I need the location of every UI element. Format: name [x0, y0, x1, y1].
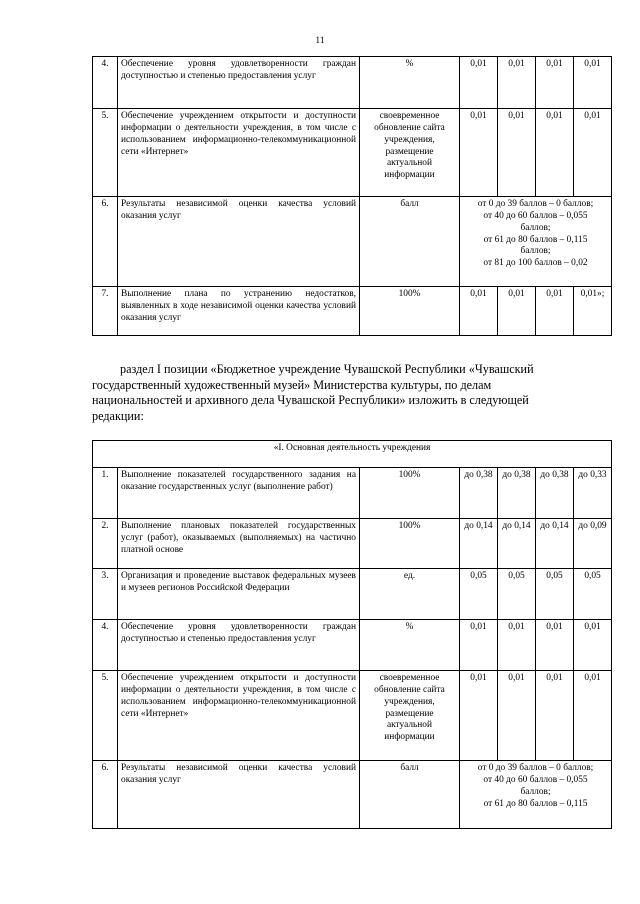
indicator-name: Результаты независимой оценки качества условий оказания услуг	[118, 761, 360, 829]
indicator-name: Обеспечение учреждением открытости и доступности информации о деятельности учреждения, в том числе с использованием информационно-телекоммуникационной сети «Интернет»	[118, 671, 360, 761]
indicator-value: до 0,38	[536, 468, 574, 519]
indicator-unit: 100%	[360, 468, 460, 519]
indicator-name: Организация и проведение выставок федеральных музеев и музеев регионов Российской Федерации	[118, 569, 360, 620]
row-number: 3.	[93, 569, 118, 620]
indicator-value: 0,01	[498, 287, 536, 336]
table-row	[93, 287, 612, 336]
score-scale-line: от 61 до 80 баллов – 0,115	[483, 234, 588, 245]
score-scale-line: баллов;	[520, 786, 551, 797]
score-scale-line: от 61 до 80 баллов – 0,115	[483, 798, 588, 809]
indicators-table-top	[92, 56, 612, 336]
indicator-value: 0,01	[574, 671, 612, 761]
table-row	[93, 620, 612, 671]
indicator-unit: 100%	[360, 519, 460, 569]
indicator-name: Выполнение показателей государственного задания на оказание государственных услуг (выполнение работ)	[118, 468, 360, 519]
table-row	[93, 57, 612, 109]
indicator-unit: своевременное обновление сайта учреждения, размещение актуальной информации	[360, 671, 460, 761]
section-header-row	[93, 441, 612, 468]
amendment-paragraph	[92, 362, 611, 425]
table-row	[93, 197, 612, 287]
table-bottom-body	[93, 441, 612, 829]
indicator-unit: ед.	[360, 569, 460, 620]
indicator-value: 0,01	[536, 109, 574, 197]
indicator-name: Обеспечение учреждением открытости и доступности информации о деятельности учреждения, в том числе с использованием информационно-телекоммуникационной сети «Интернет»	[118, 109, 360, 197]
score-scale-line: от 40 до 60 баллов – 0,055	[483, 210, 588, 221]
indicator-name: Обеспечение уровня удовлетворенности граждан доступностью и степенью предоставления услуг	[118, 57, 360, 109]
row-number: 5.	[93, 109, 118, 197]
indicator-value: 0,01	[498, 671, 536, 761]
indicator-value: до 0,14	[460, 519, 498, 569]
indicator-value: до 0,38	[498, 468, 536, 519]
paragraph-line: государственный художественный музей» Министерства культуры, по делам	[92, 377, 492, 392]
indicator-value: до 0,38	[460, 468, 498, 519]
paragraph-line: редакции:	[92, 409, 144, 424]
indicator-value: 0,01	[460, 671, 498, 761]
section-title: «I. Основная деятельность учреждения	[93, 441, 612, 468]
score-scale-line: баллов;	[520, 222, 551, 233]
table-row	[93, 468, 612, 519]
indicator-unit: своевременное обновление сайта учреждения, размещение актуальной информации	[360, 109, 460, 197]
score-scale-line: от 40 до 60 баллов – 0,055	[483, 774, 588, 785]
indicator-value: 0,01	[536, 671, 574, 761]
indicator-value: 0,01	[498, 620, 536, 671]
indicator-name: Выполнение плановых показателей государственных услуг (работ), оказываемых (выполняемых) на частично платной основе	[118, 519, 360, 569]
indicator-value: 0,05	[498, 569, 536, 620]
indicator-value: 0,01	[498, 109, 536, 197]
table-row	[93, 671, 612, 761]
score-scale	[460, 197, 612, 287]
row-number: 7.	[93, 287, 118, 336]
indicator-name: Результаты независимой оценки качества условий оказания услуг	[118, 197, 360, 287]
indicator-value: 0,01	[536, 57, 574, 109]
table-top-body	[93, 57, 612, 336]
row-number: 1.	[93, 468, 118, 519]
indicator-value: 0,05	[574, 569, 612, 620]
row-number: 6.	[93, 197, 118, 287]
indicator-name: Обеспечение уровня удовлетворенности граждан доступностью и степенью предоставления услуг	[118, 620, 360, 671]
indicator-value: до 0,09	[574, 519, 612, 569]
paragraph-line: раздел I позиции «Бюджетное учреждение Чувашской Республики «Чувашский	[120, 362, 534, 376]
row-number: 5.	[93, 671, 118, 761]
score-scale-line: от 81 до 100 баллов – 0,02	[483, 258, 588, 269]
indicator-value: до 0,33	[574, 468, 612, 519]
score-scale-line: баллов;	[520, 246, 551, 257]
indicator-value: 0,01	[460, 57, 498, 109]
indicator-name: Выполнение плана по устранению недостатков, выявленных в ходе независимой оценки качества условий оказания услуг	[118, 287, 360, 336]
indicator-value: 0,01	[574, 620, 612, 671]
indicator-value: 0,05	[460, 569, 498, 620]
indicator-value: 0,01	[460, 620, 498, 671]
row-number: 6.	[93, 761, 118, 829]
row-number: 2.	[93, 519, 118, 569]
indicator-value: до 0,14	[536, 519, 574, 569]
indicator-value: 0,01	[536, 287, 574, 336]
indicator-value: до 0,14	[498, 519, 536, 569]
row-number: 4.	[93, 620, 118, 671]
indicator-value: 0,01	[498, 57, 536, 109]
page-number: 11	[315, 36, 325, 46]
paragraph-line: национальностей и архивного дела Чувашской Республики» изложить в следующей	[92, 393, 529, 408]
indicator-unit: балл	[360, 761, 460, 829]
table-row	[93, 109, 612, 197]
indicator-value: 0,01	[574, 57, 612, 109]
table-row	[93, 761, 612, 829]
indicator-value: 0,01»;	[574, 287, 612, 336]
indicator-value: 0,05	[536, 569, 574, 620]
indicator-value: 0,01	[536, 620, 574, 671]
indicator-value: 0,01	[460, 109, 498, 197]
score-scale-line: от 0 до 39 баллов – 0 баллов;	[477, 199, 594, 209]
indicator-unit: %	[360, 57, 460, 109]
score-scale-line: от 0 до 39 баллов – 0 баллов;	[477, 763, 594, 773]
row-number: 4.	[93, 57, 118, 109]
indicator-value: 0,01	[574, 109, 612, 197]
indicators-table-bottom	[92, 440, 612, 829]
indicator-unit: %	[360, 620, 460, 671]
indicator-unit: 100%	[360, 287, 460, 336]
table-row	[93, 519, 612, 569]
indicator-value: 0,01	[460, 287, 498, 336]
indicator-unit: балл	[360, 197, 460, 287]
score-scale	[460, 761, 612, 829]
table-row	[93, 569, 612, 620]
